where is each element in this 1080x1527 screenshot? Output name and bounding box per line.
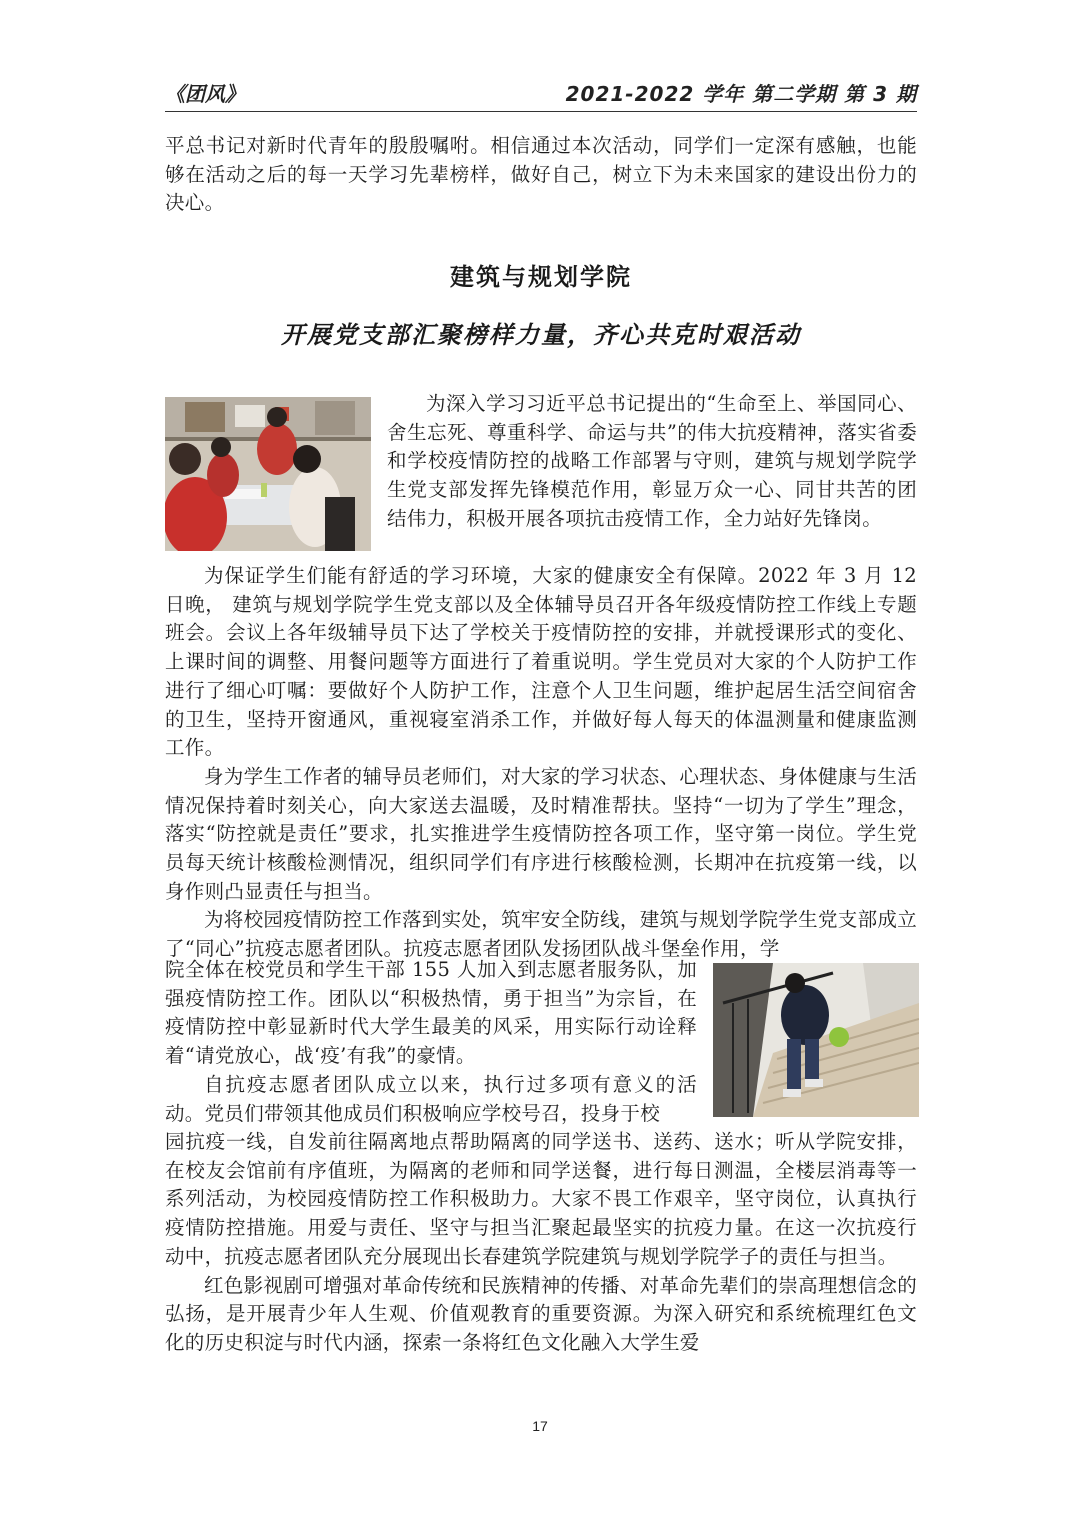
intro-paragraph-text: 平总书记对新时代青年的殷殷嘱咐。相信通过本次活动，同学们一定深有感触，也能够在活动之后的每一天学习先辈榜样，做好自己，树立下为未来国家的建设出份力的决心。 xyxy=(165,134,917,215)
paragraph-4-start: 为将校园疫情防控工作落到实处，筑牢安全防线，建筑与规划学院学生党支部成立了“同心”抗疫志愿者团队。抗疫志愿者团队发扬团队战斗堡垒作用，学 xyxy=(165,908,917,961)
intro-paragraph xyxy=(165,132,917,218)
volunteers-table-photo xyxy=(165,397,371,551)
paragraph-1: 为深入学习习近平总书记提出的“生命至上、举国同心、舍生忘死、尊重科学、命运与共”的伟大抗疫精神，落实省委和学校疫情防控的战略工作部署与守则，建筑与规划学院学生党支部发挥先锋模范作用，彰显万众一心、同甘共苦的团结伟力，积极开展各项抗击疫情工作，全力站好先锋岗。 xyxy=(387,392,917,530)
paragraph-4-5-block xyxy=(165,956,697,1128)
header-divider xyxy=(165,111,917,112)
paragraph-5-start: 自抗疫志愿者团队成立以来，执行过多项有意义的活动。党员们带领其他成员们积极响应学校号召，投身于校 xyxy=(165,1072,697,1125)
paragraph-1-block xyxy=(387,390,917,534)
article-title: 开展党支部汇聚榜样力量，齐心共克时艰活动 xyxy=(281,321,801,349)
paragraph-2-3-block xyxy=(165,562,917,964)
publication-name: 《团风》 xyxy=(165,82,245,106)
paragraph-4-continued: 院全体在校党员和学生干部 155 人加入到志愿者服务队，加强疫情防控工作。团队以“积极热情，勇于担当”为宗旨，在疫情防控中彰显新时代大学生最美的风采，用实际行动诠释着“请党放心，战‘疫’有我”的豪情。 xyxy=(165,958,697,1068)
paragraph-6: 红色影视剧可增强对革命传统和民族精神的传播、对革命先辈们的崇高理想信念的弘扬，是开展青少年人生观、价值观教育的重要资源。为深入研究和系统梳理红色文化的历史积淀与时代内涵，探索一条将红色文化融入大学生爱 xyxy=(165,1273,917,1354)
page-header xyxy=(165,78,917,110)
paragraph-5-6-block xyxy=(165,1128,917,1358)
paragraph-2: 为保证学生们能有舒适的学习环境，大家的健康安全有保障。2022 年 3 月 12 日晚， 建筑与规划学院学生党支部以及全体辅导员召开各年级疫情防控工作线上专题班会。会议上各年级辅导员下达了学校关于疫情防控的安排，并就授课形式的变化、上课时间的调整、用餐问题等方面进行了着重说明。学生党员对大家的个人防护工作进行了细心叮嘱：要做好个人防护工作，注意个人卫生问题，维护起居生活空间宿舍的卫生，坚持开窗通风，重视寝室消杀工作，并做好每人每天的体温测量和健康监测工作。 xyxy=(165,564,917,760)
paragraph-3: 身为学生工作者的辅导员老师们，对大家的学习状态、心理状态、身体健康与生活情况保持着时刻关心，向大家送去温暖，及时精准帮扶。坚持“一切为了学生”理念，落实“防控就是责任”要求，扎实推进学生疫情防控各项工作，坚守第一岗位。学生党员每天统计核酸检测情况，组织同学们有序进行核酸检测，长期冲在抗疫第一线，以身作则凸显责任与担当。 xyxy=(165,764,917,903)
paragraph-5-continued: 园抗疫一线，自发前往隔离地点帮助隔离的同学送书、送药、送水；听从学院安排，在校友会馆前有序值班，为隔离的老师和同学送餐，进行每日测温，全楼层消毒等一系列活动，为校园疫情防控工作积极助力。大家不畏工作艰辛，坚守岗位，认真执行疫情防控措施。用爱与责任、坚守与担当汇聚起最坚实的抗疫力量。在这一次抗疫行动中，抗疫志愿者团队充分展现出长春建筑学院建筑与规划学院学子的责任与担当。 xyxy=(165,1130,917,1268)
issue-info: 2021-2022 学年 第二学期 第 3 期 xyxy=(565,82,917,106)
volunteer-stairs-photo xyxy=(713,963,919,1117)
college-heading: 建筑与规划学院 xyxy=(450,263,632,291)
page-number: 17 xyxy=(532,1418,548,1434)
